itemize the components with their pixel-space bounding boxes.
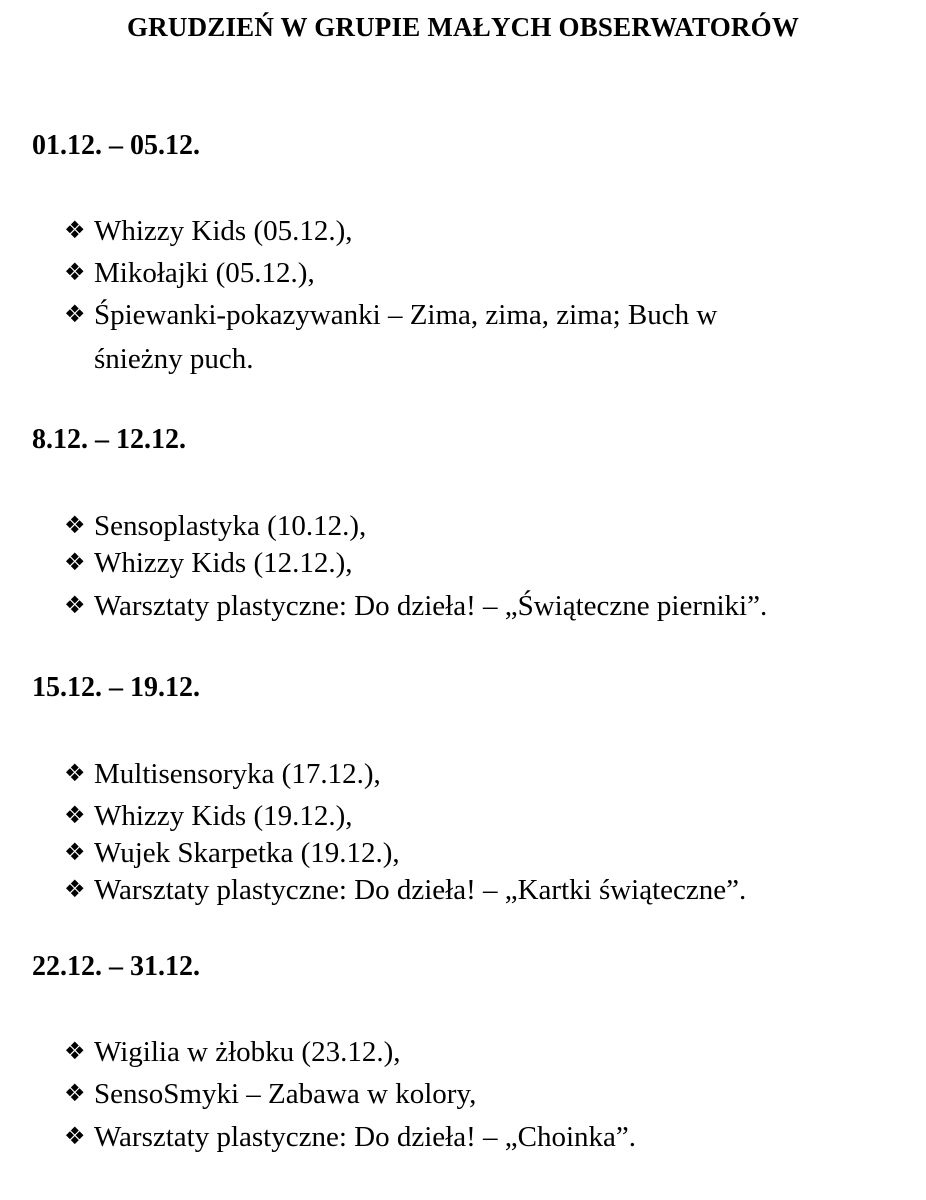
diamond-bullet-icon: ❖	[64, 548, 86, 576]
list-item	[64, 1071, 904, 1116]
diamond-bullet-icon: ❖	[64, 216, 86, 244]
list-item	[64, 751, 904, 796]
list-item-text: Warsztaty plastyczne: Do dzieła! – „Choinka”.	[94, 1121, 637, 1153]
week-heading: 01.12. – 05.12.	[32, 130, 200, 161]
list-item-text: Wigilia w żłobku (23.12.),	[94, 1036, 401, 1068]
list-item-text: Whizzy Kids (19.12.),	[94, 800, 353, 832]
list-item-text: Wujek Skarpetka (19.12.),	[94, 837, 400, 869]
diamond-bullet-icon: ❖	[64, 1122, 86, 1150]
list-item-text: Mikołajki (05.12.),	[94, 257, 315, 289]
page-title: GRUDZIEŃ W GRUPIE MAŁYCH OBSERWATORÓW	[126, 12, 800, 42]
list-item-text: Sensoplastyka (10.12.),	[94, 510, 367, 542]
list-item-text: Warsztaty plastyczne: Do dzieła! – „Świąteczne pierniki”.	[94, 590, 768, 622]
list-item	[64, 583, 904, 628]
diamond-bullet-icon: ❖	[64, 300, 86, 328]
list-item-text: Whizzy Kids (05.12.),	[94, 215, 353, 247]
diamond-bullet-icon: ❖	[64, 801, 86, 829]
diamond-bullet-icon: ❖	[64, 1037, 86, 1065]
diamond-bullet-icon: ❖	[64, 759, 86, 787]
diamond-bullet-icon: ❖	[64, 511, 86, 539]
week-heading: 15.12. – 19.12.	[32, 672, 200, 703]
list-item	[64, 540, 904, 585]
list-item-text: SensoSmyki – Zabawa w kolory,	[94, 1078, 477, 1110]
list-item	[64, 292, 904, 381]
week-heading: 22.12. – 31.12.	[32, 951, 200, 982]
list-item-text: Whizzy Kids (12.12.),	[94, 547, 353, 579]
list-item	[64, 1114, 904, 1159]
list-item-text-continuation: śnieżny puch.	[94, 343, 254, 375]
diamond-bullet-icon: ❖	[64, 258, 86, 286]
list-item-text: Warsztaty plastyczne: Do dzieła! – „Kartki świąteczne”.	[94, 874, 747, 906]
list-item	[64, 867, 904, 912]
list-item-text: Śpiewanki-pokazywanki – Zima, zima, zima; Buch w	[94, 299, 718, 331]
list-item	[64, 1029, 904, 1074]
diamond-bullet-icon: ❖	[64, 1079, 86, 1107]
diamond-bullet-icon: ❖	[64, 838, 86, 866]
list-item	[64, 208, 904, 253]
list-item	[64, 250, 904, 295]
list-item-text: Multisensoryka (17.12.),	[94, 758, 381, 790]
week-heading: 8.12. – 12.12.	[32, 424, 186, 455]
diamond-bullet-icon: ❖	[64, 875, 86, 903]
diamond-bullet-icon: ❖	[64, 591, 86, 619]
